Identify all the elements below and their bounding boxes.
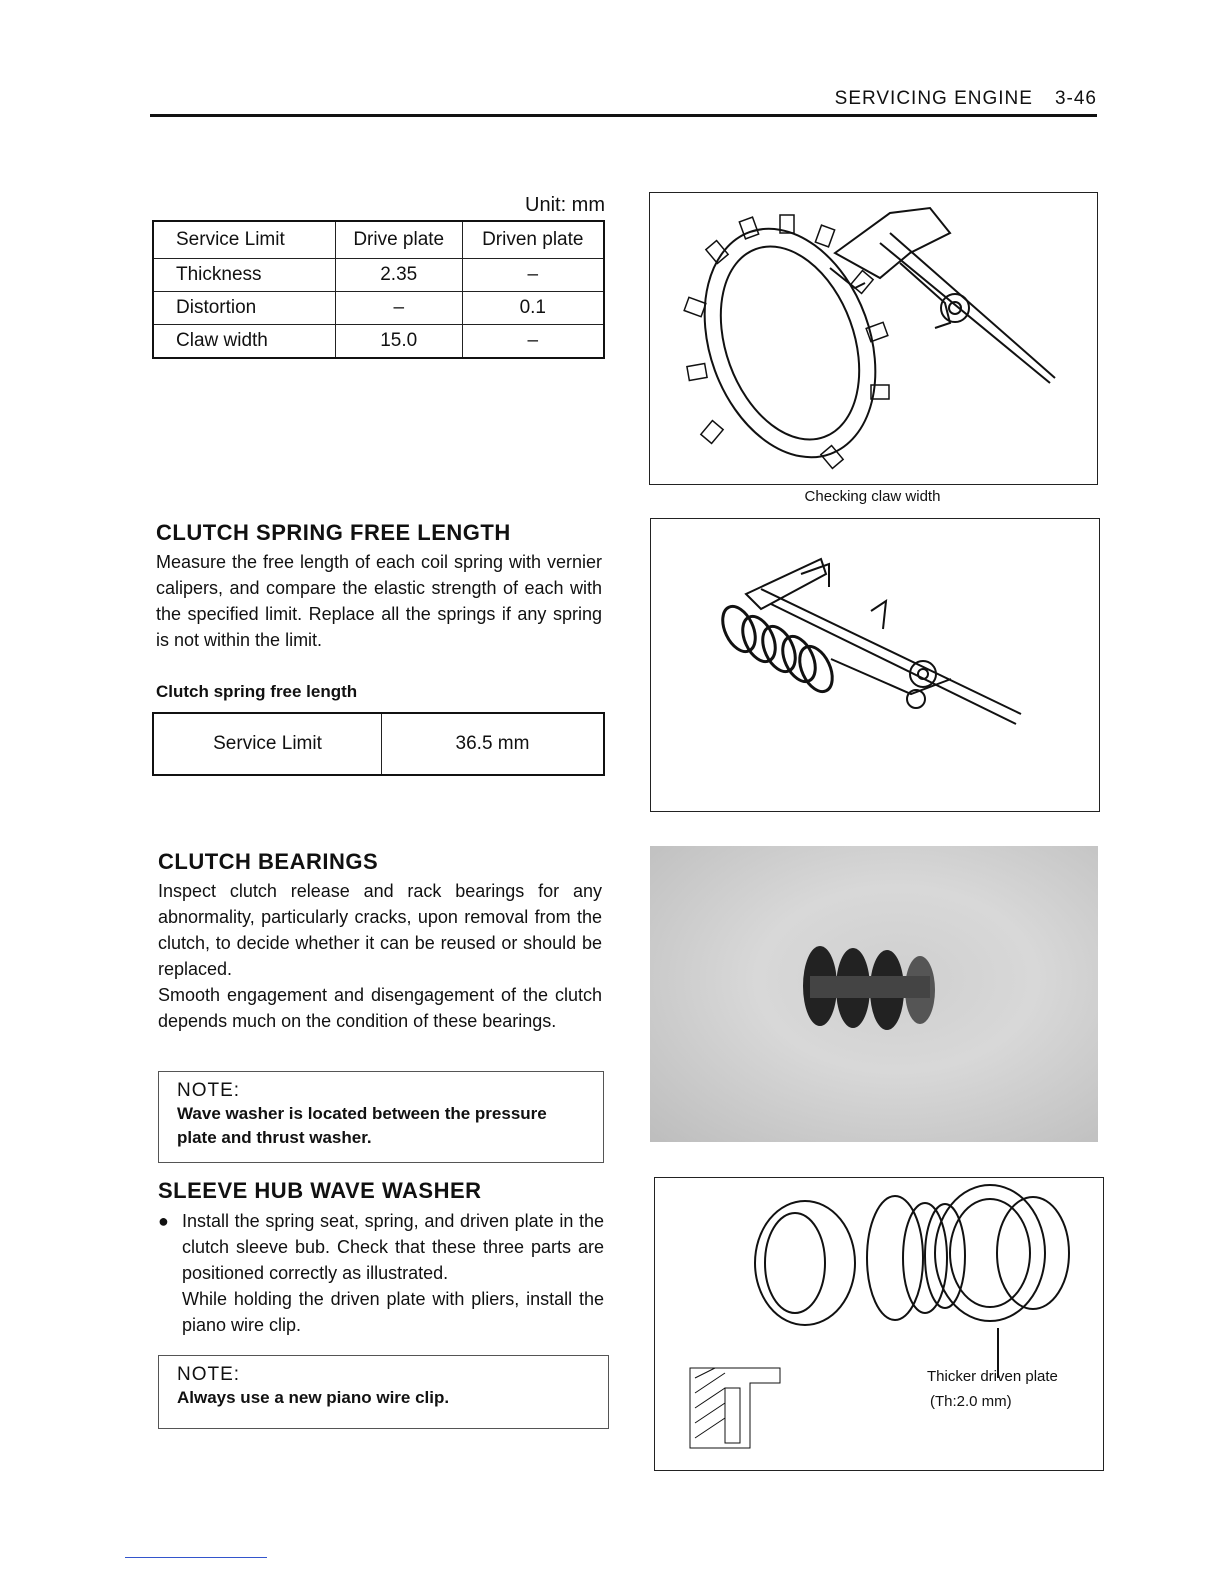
table-row (153, 325, 604, 359)
table-row (153, 713, 604, 775)
note-title: NOTE: (177, 1080, 241, 1101)
table-cell: Distortion (153, 292, 335, 325)
section-heading-spring: CLUTCH SPRING FREE LENGTH (156, 520, 511, 545)
header-text (813, 88, 1097, 110)
bearings-paragraph-1: Inspect clutch release and rack bearings for any abnormality, particularly cracks, upon removal from the clutch, to decide whether it can be reused or should be replaced. (158, 881, 602, 979)
thickness-label: (Th:2.0 mm) (930, 1393, 1012, 1410)
list-item (158, 1208, 604, 1286)
sleeve-hub-exploded-illustration (655, 1178, 1103, 1470)
table-cell: – (462, 259, 604, 292)
instruction-text: Install the spring seat, spring, and driven plate in the clutch sleeve bub. Check that these three parts are positioned correctly as illustrated. (182, 1211, 604, 1283)
instruction-text: While holding the driven plate with pliers, install the piano wire clip. (182, 1289, 604, 1335)
unit-label: Unit: mm (525, 194, 605, 216)
section-heading-washer: SLEEVE HUB WAVE WASHER (158, 1178, 482, 1203)
list-item (158, 1286, 604, 1338)
table-row (153, 259, 604, 292)
section-heading-bearings: CLUTCH BEARINGS (158, 849, 379, 874)
rack-bearing-image (650, 846, 1098, 1142)
bullet-icon: ● (158, 1211, 169, 1231)
table-cell: – (462, 325, 604, 359)
spring-subheading: Clutch spring free length (156, 682, 358, 701)
table-header-row (153, 221, 604, 259)
table-cell: 15.0 (335, 325, 462, 359)
spec-table (152, 220, 605, 359)
bearing-photo (650, 846, 1098, 1142)
table-header: Service Limit (153, 221, 335, 259)
note-title: NOTE: (177, 1364, 241, 1385)
page-header (150, 86, 1097, 117)
bearings-paragraph-2: Smooth engagement and disengagement of the clutch depends much on the condition of these bearings. (158, 985, 602, 1031)
sleeve-hub-figure (654, 1177, 1104, 1471)
page-number: 3-46 (1054, 88, 1097, 109)
bearings-note (158, 1071, 604, 1163)
spring-paragraph: Measure the free length of each coil spring with vernier calipers, and compare the elastic strength of each with the specified limit. Replace all the springs if any spring is not within the limit. (156, 552, 602, 650)
claw-width-figure (649, 192, 1098, 485)
figure-caption: Checking claw width (804, 488, 941, 505)
spring-measure-figure (650, 518, 1100, 812)
spring-caliper-illustration (651, 519, 1099, 811)
table-cell: Claw width (153, 325, 335, 359)
clutch-plate-caliper-illustration (650, 193, 1097, 484)
note-body: Always use a new piano wire clip. (177, 1388, 450, 1407)
table-row (153, 292, 604, 325)
table-header: Drive plate (335, 221, 462, 259)
spring-limit-table (152, 712, 605, 776)
thicker-plate-label: Thicker driven plate (927, 1368, 1058, 1385)
table-header: Driven plate (462, 221, 604, 259)
table-cell: Service Limit (153, 713, 382, 775)
section-title: SERVICING ENGINE (834, 88, 1033, 109)
note-body: Wave washer is located between the pressure plate and thrust washer. (177, 1104, 547, 1147)
footer-rule (125, 1557, 267, 1558)
table-cell: – (335, 292, 462, 325)
table-cell: 0.1 (462, 292, 604, 325)
washer-note (158, 1355, 609, 1429)
washer-instructions (158, 1208, 604, 1338)
table-cell: 36.5 mm (382, 713, 605, 775)
table-cell: Thickness (153, 259, 335, 292)
table-cell: 2.35 (335, 259, 462, 292)
